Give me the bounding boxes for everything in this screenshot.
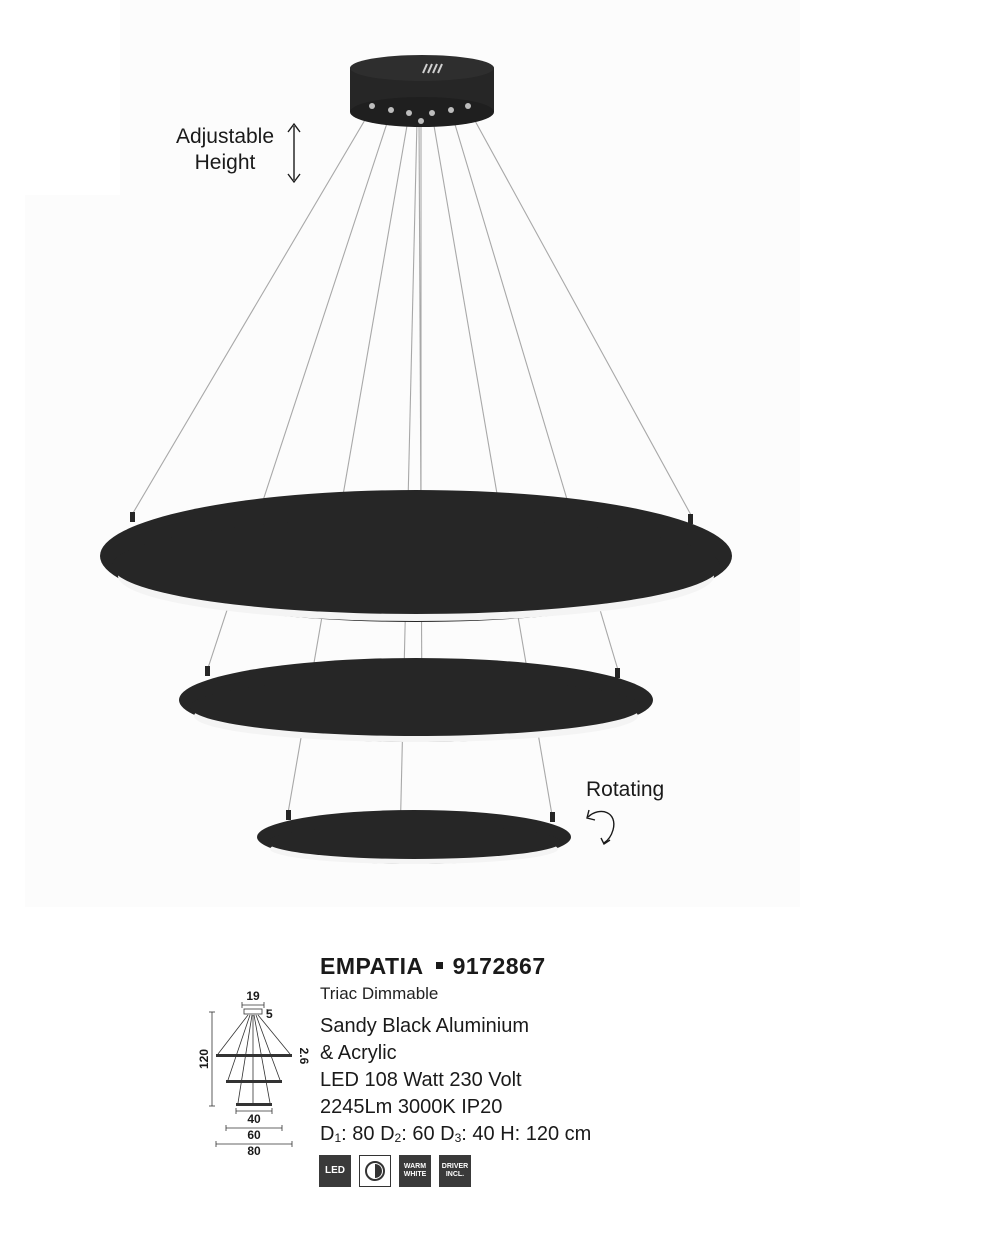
dim-small-diameter: 40 bbox=[247, 1112, 261, 1126]
dim-top-height: 5 bbox=[266, 1007, 273, 1021]
product-specs bbox=[320, 1013, 591, 1150]
product-title bbox=[320, 953, 546, 980]
product-code: 9172867 bbox=[452, 953, 546, 979]
dim-height: 120 bbox=[197, 1048, 211, 1070]
driver-included-badge: DRIVER INCL. bbox=[439, 1155, 471, 1187]
ceiling-canopy bbox=[350, 55, 494, 127]
dimmer-icon bbox=[363, 1159, 387, 1183]
adjustable-height-label: Adjustable Height bbox=[175, 125, 275, 174]
spec-dimensions: $D_1$: 80 $D_2$: 60 $D_3$: 40 H: 120 cm bbox=[320, 1123, 592, 1145]
warm-white-badge: WARM WHITE bbox=[399, 1155, 431, 1187]
ring-medium bbox=[179, 658, 653, 742]
product-name: EMPATIA bbox=[320, 953, 424, 979]
dimension-diagram bbox=[192, 988, 311, 1160]
led-badge: LED bbox=[319, 1155, 351, 1187]
spec-lumen: 2245Lm 3000K IP20 bbox=[320, 1096, 503, 1118]
dim-large-diameter: 80 bbox=[247, 1144, 261, 1158]
rotating-label: Rotating bbox=[586, 778, 665, 801]
spec-power: LED 108 Watt 230 Volt bbox=[320, 1069, 522, 1091]
dim-ring-thickness: 2.6 bbox=[297, 1047, 311, 1065]
separator-square-icon bbox=[436, 962, 443, 969]
product-subtitle: Triac Dimmable bbox=[320, 984, 439, 1003]
dim-medium-diameter: 60 bbox=[247, 1128, 261, 1142]
ring-small bbox=[257, 810, 571, 864]
feature-badges bbox=[319, 1155, 471, 1187]
ring-large bbox=[100, 490, 732, 622]
spec-material-line1: Sandy Black Aluminium bbox=[320, 1015, 529, 1037]
spec-material-line2: & Acrylic bbox=[320, 1042, 397, 1064]
dimmable-badge bbox=[359, 1155, 391, 1187]
dim-top-width: 19 bbox=[246, 989, 260, 1003]
